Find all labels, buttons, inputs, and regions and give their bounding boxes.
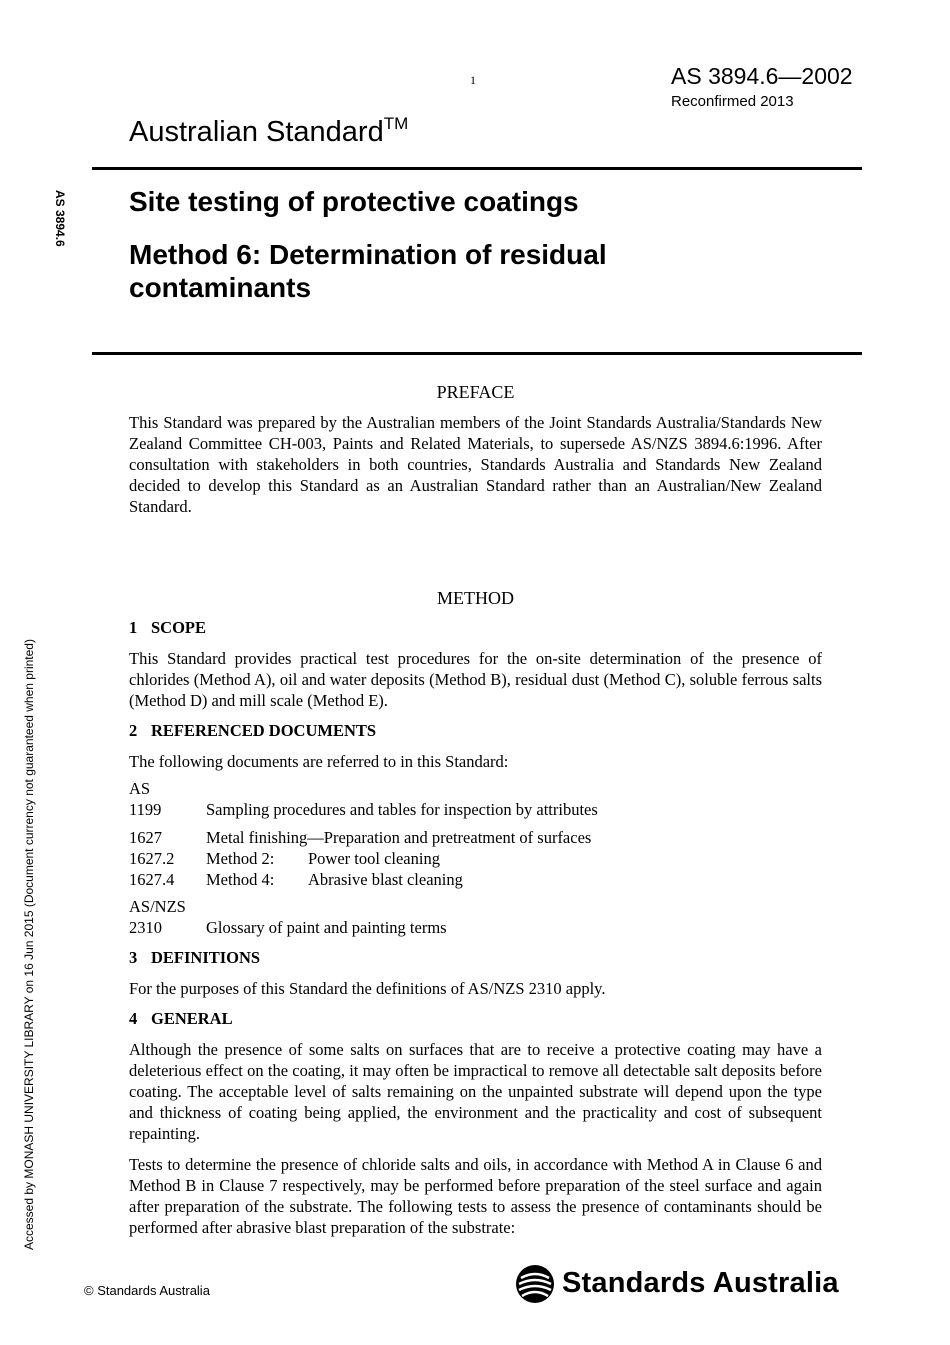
clause-title: SCOPE [151,618,207,637]
clause-title: DEFINITIONS [151,948,261,967]
general-paragraph-1: Although the presence of some salts on surfaces that are to receive a protective coating may have a deleterious effect on the coating, it may often be impractical to remove all detectable salt deposits before coating. The acceptable level of salts remaining on the unpainted substrate will depend upon the type and thickness of coating being applied, the environment and the practicality and cost of subsequent repainting. [129,1040,822,1143]
reference-code: 2310 [129,918,162,937]
clause-heading-scope [129,617,822,638]
logo-emblem-icon [515,1264,555,1304]
reference-code: 1627.2 [129,849,175,868]
preface-heading: PREFACE [436,382,515,402]
standard-number: AS 3894.6—2002 [671,63,853,89]
side-document-id: AS 3894.6 [53,190,67,247]
reference-row [129,917,822,938]
preface-text: This Standard was prepared by the Australian members of the Joint Standards Australia/Standards New Zealand Committee CH-003, Paints and Related Materials, to supersede AS/NZS 3894.6:1996. After consultation with stakeholders in both countries, Standards Australia and Standards New Zealand decided to develop this Standard as an Australian Standard rather than an Australian/New Zealand Standard. [129,413,822,516]
references-intro: The following documents are referred to in this Standard: [129,752,509,771]
reference-code: 1627.4 [129,870,175,889]
definitions-text: For the purposes of this Standard the definitions of AS/NZS 2310 apply. [129,979,606,998]
reference-code: 1627 [129,828,162,847]
reference-title: Power tool cleaning [308,849,440,868]
reference-title: Glossary of paint and painting terms [206,918,447,937]
top-rule [92,167,862,170]
footer-copyright: © Standards Australia [84,1283,210,1298]
access-note: Accessed by MONASH UNIVERSITY LIBRARY on 16 Jun 2015 (Document currency not guaranteed when printed) [22,639,36,1250]
reference-title: Abrasive blast cleaning [308,870,463,889]
standards-australia-logo [515,1264,555,1309]
document-subtitle: Method 6: Determination of residual contaminants [129,239,607,303]
clause-title: REFERENCED DOCUMENTS [151,721,377,740]
reference-title: Sampling procedures and tables for inspection by attributes [206,800,598,819]
clause-number: 2 [129,721,138,740]
reference-row [129,848,822,869]
reference-group-label: AS/NZS [129,897,186,916]
method-heading: METHOD [437,588,514,608]
logo-wordmark: Standards Australia [562,1267,839,1299]
general-paragraph-2: Tests to determine the presence of chloride salts and oils, in accordance with Method A in Clause 6 and Method B in Clause 7 respectively, may be performed before preparation of the steel surface and again after preparation of the substrate. The following tests to assess the presence of contaminants should be performed after abrasive blast preparation of the substrate: [129,1155,822,1237]
reconfirmed-date: Reconfirmed 2013 [671,93,794,110]
document-title: Site testing of protective coatings [129,186,579,217]
bottom-rule [92,352,862,355]
scope-text: This Standard provides practical test procedures for the on-site determination of the presence of chlorides (Method A), oil and water deposits (Method B), residual dust (Method C), soluble ferrous salts (Method D) and mill scale (Method E). [129,649,822,710]
trademark-mark: TM [383,114,409,133]
reference-method: Method 4: [206,870,275,889]
reference-group-label: AS [129,779,151,798]
clause-heading-definitions [129,947,822,968]
clause-title: GENERAL [151,1009,233,1028]
clause-number: 4 [129,1009,138,1028]
clause-heading-general [129,1008,822,1029]
document-body [129,382,822,1238]
reference-row [129,799,822,820]
reference-code: 1199 [129,800,162,819]
reference-method: Method 2: [206,849,275,868]
brand-name: Australian Standard [129,116,384,148]
clause-number: 3 [129,948,138,967]
clause-heading-references [129,720,822,741]
reference-row [129,869,822,890]
page-number: 1 [470,73,476,87]
clause-number: 1 [129,618,138,637]
brand-title [129,116,408,149]
reference-title: Metal finishing—Preparation and pretreatment of surfaces [206,828,592,847]
reference-row [129,827,822,848]
